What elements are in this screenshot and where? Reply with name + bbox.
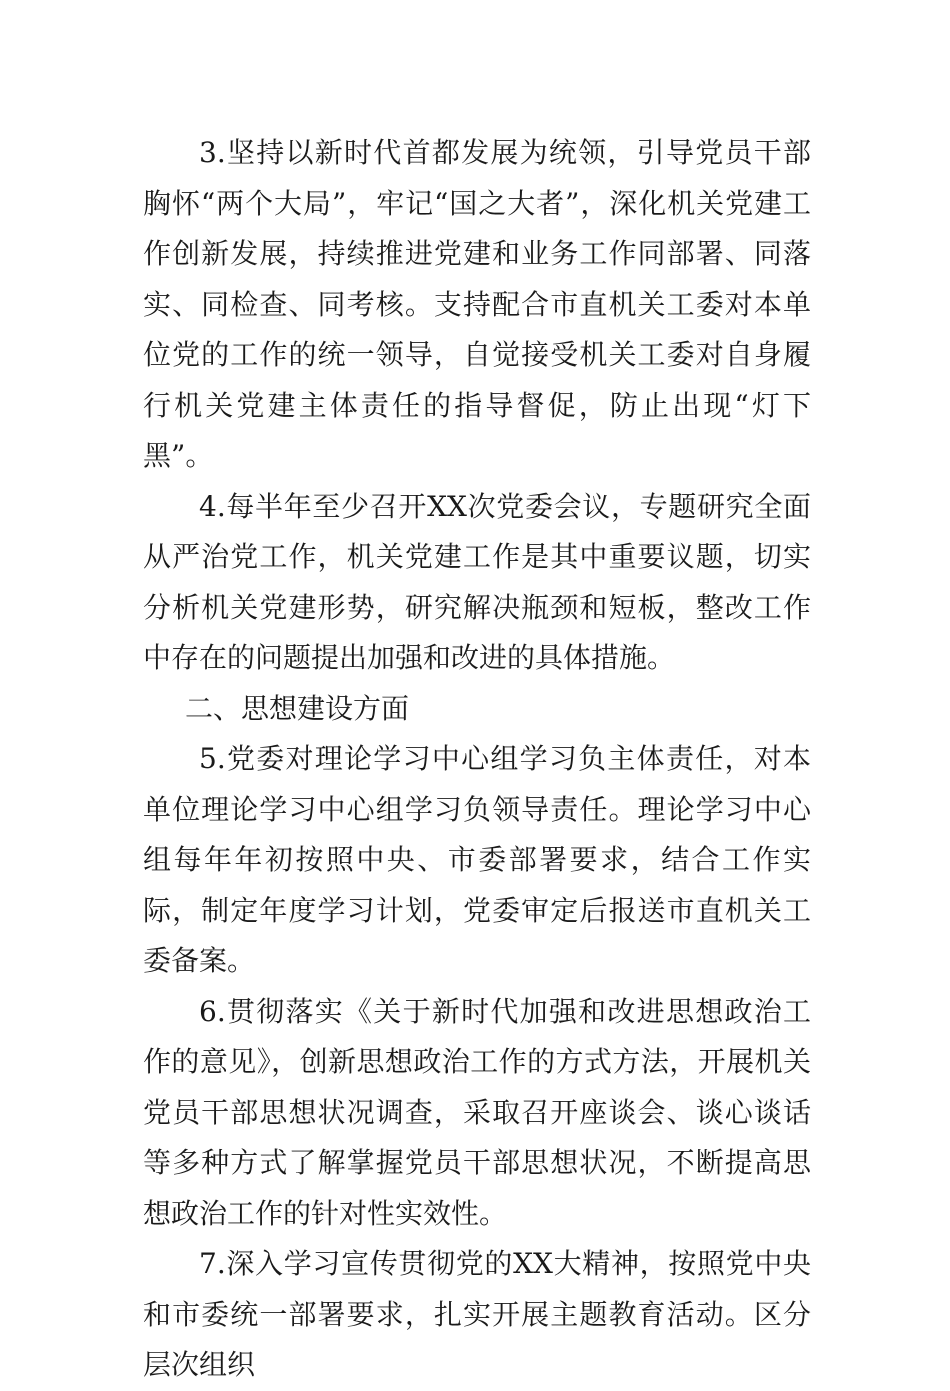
section-heading-ideological-building: 二、思想建设方面 [185,691,410,725]
paragraph-item-3: 3.坚持以新时代首都发展为统领，引导党员干部胸怀“两个大局”，牢记“国之大者”，深化机关党建工作创新发展，持续推进党建和业务工作同部署、同落实、同检查、同考核。支持配合市直机关工委对本单位党的工作的统一领导，自觉接受机关工委对自身履行机关党建主体责任的指导督促，防止出现“灯下黑”。 [143,136,811,472]
document-body [143,128,811,1391]
paragraph-item-7: 7.深入学习宣传贯彻党的XX大精神，按照党中央和市委统一部署要求，扎实开展主题教育活动。区分层次组织 [143,1247,811,1381]
paragraph-item-5: 5.党委对理论学习中心组学习负主体责任，对本单位理论学习中心组学习负领导责任。理论学习中心组每年年初按照中央、市委部署要求，结合工作实际，制定年度学习计划，党委审定后报送市直机关工委备案。 [143,742,811,977]
paragraph-item-4: 4.每半年至少召开XX次党委会议，专题研究全面从严治党工作，机关党建工作是其中重要议题，切实分析机关党建形势，研究解决瓶颈和短板，整改工作中存在的问题提出加强和改进的具体措施。 [143,489,811,674]
paragraph-item-6: 6.贯彻落实《关于新时代加强和改进思想政治工作的意见》，创新思想政治工作的方式方法，开展机关党员干部思想状况调查，采取召开座谈会、谈心谈话等多种方式了解掌握党员干部思想状况，不断提高思想政治工作的针对性实效性。 [143,994,811,1230]
